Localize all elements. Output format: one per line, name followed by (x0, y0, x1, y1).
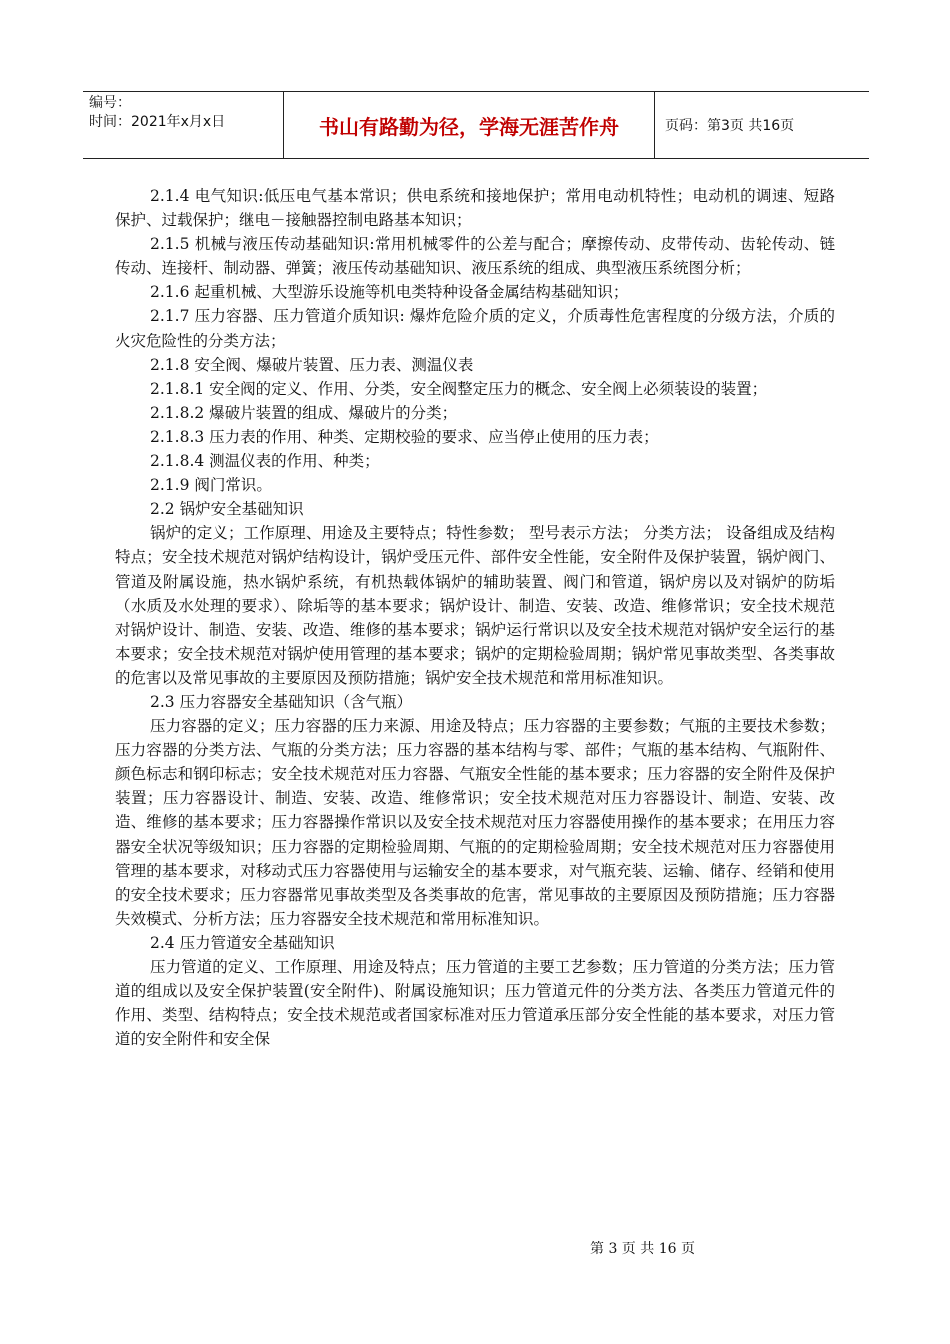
body-paragraph: 锅炉的定义；工作原理、用途及主要特点；特性参数； 型号表示方法； 分类方法； 设备组成及结构特点；安全技术规范对锅炉结构设计，锅炉受压元件、部件安全性能，安全附件及保护装置，锅炉阀门、管道及附属设施，热水锅炉系统，有机热载体锅炉的辅助装置、阀门和管道，锅炉房以及对锅炉的防垢（水质及水处理的要求）、除垢等的基本要求；锅炉设计、制造、安装、改造、维修常识；安全技术规范对锅炉设计、制造、安装、改造、维修的基本要求；锅炉运行常识以及安全技术规范对锅炉安全运行的基本要求；安全技术规范对锅炉使用管理的基本要求；锅炉的定期检验周期；锅炉常见事故类型、各类事故的危害以及常见事故的主要原因及预防措施；锅炉安全技术规范和常用标准知识。 (115, 524, 835, 687)
document-body (115, 184, 835, 1051)
header-info (83, 92, 283, 158)
body-paragraph: 2.2 锅炉安全基础知识 (150, 500, 304, 519)
body-paragraph: 2.1.8.1 安全阀的定义、作用、分类，安全阀整定压力的概念、安全阀上必须装设的装置； (150, 379, 768, 398)
body-paragraph: 2.1.8.3 压力表的作用、种类、定期校验的要求、应当停止使用的压力表； (150, 427, 659, 446)
page-footer: 第 3 页 共 16 页 (590, 1241, 695, 1257)
header-page-info: 页码：第3页 共16页 (665, 118, 795, 134)
body-paragraph: 2.1.6 起重机械、大型游乐设施等机电类特种设备金属结构基础知识； (150, 283, 629, 302)
body-paragraph: 2.1.7 压力容器、压力管道介质知识: 爆炸危险介质的定义，介质毒性危害程度的分级方法，介质的火灾危险性的分类方法； (115, 307, 835, 350)
document-time-label: 时间：2021年x月x日 (89, 114, 226, 130)
body-paragraph: 2.1.4 电气知识:低压电气基本常识；供电系统和接地保护；常用电动机特性；电动机的调速、短路保护、过载保护；继电－接触器控制电路基本知识； (115, 187, 835, 230)
body-paragraph: 2.1.8.2 爆破片装置的组成、爆破片的分类； (150, 403, 458, 422)
body-paragraph: 2.1.5 机械与液压传动基础知识:常用机械零件的公差与配合；摩擦传动、皮带传动、齿轮传动、链传动、连接杆、制动器、弹簧；液压传动基础知识、液压系统的组成、典型液压系统图分析； (115, 235, 835, 278)
body-paragraph: 2.1.8 安全阀、爆破片装置、压力表、测温仪表 (150, 355, 474, 374)
page-header (83, 91, 869, 159)
body-paragraph: 2.1.9 阀门常识。 (150, 476, 272, 495)
body-paragraph: 2.1.8.4 测温仪表的作用、种类； (150, 452, 380, 471)
header-motto: 书山有路勤为径，学海无涯苦作舟 (283, 92, 655, 158)
body-paragraph: 2.3 压力容器安全基础知识（含气瓶） (150, 692, 413, 711)
body-paragraph: 2.4 压力管道安全基础知识 (150, 933, 335, 952)
body-paragraph: 压力管道的定义、工作原理、用途及特点；压力管道的主要工艺参数；压力管道的分类方法；压力管道的组成以及安全保护装置(安全附件)、附属设施知识；压力管道元件的分类方法、各类压力管道元件的作用、类型、结构特点；安全技术规范或者国家标准对压力管道承压部分安全性能的基本要求，对压力管道的安全附件和安全保 (115, 958, 835, 1049)
document-number-label: 编号： (89, 95, 131, 111)
body-paragraph: 压力容器的定义；压力容器的压力来源、用途及特点；压力容器的主要参数；气瓶的主要技术参数；压力容器的分类方法、气瓶的分类方法；压力容器的基本结构与零、部件；气瓶的基本结构、气瓶附件、颜色标志和钢印标志；安全技术规范对压力容器、气瓶安全性能的基本要求；压力容器的安全附件及保护装置；压力容器设计、制造、安装、改造、维修常识；安全技术规范对压力容器设计、制造、安装、改造、维修的基本要求；压力容器操作常识以及安全技术规范对压力容器使用操作的基本要求；在用压力容器安全状况等级知识；压力容器的定期检验周期、气瓶的的定期检验周期；安全技术规范对压力容器使用管理的基本要求，对移动式压力容器使用与运输安全的基本要求，对气瓶充装、运输、储存、经销和使用的安全技术要求；压力容器常见事故类型及各类事故的危害，常见事故的主要原因及预防措施；压力容器失效模式、分析方法；压力容器安全技术规范和常用标准知识。 (115, 717, 835, 928)
